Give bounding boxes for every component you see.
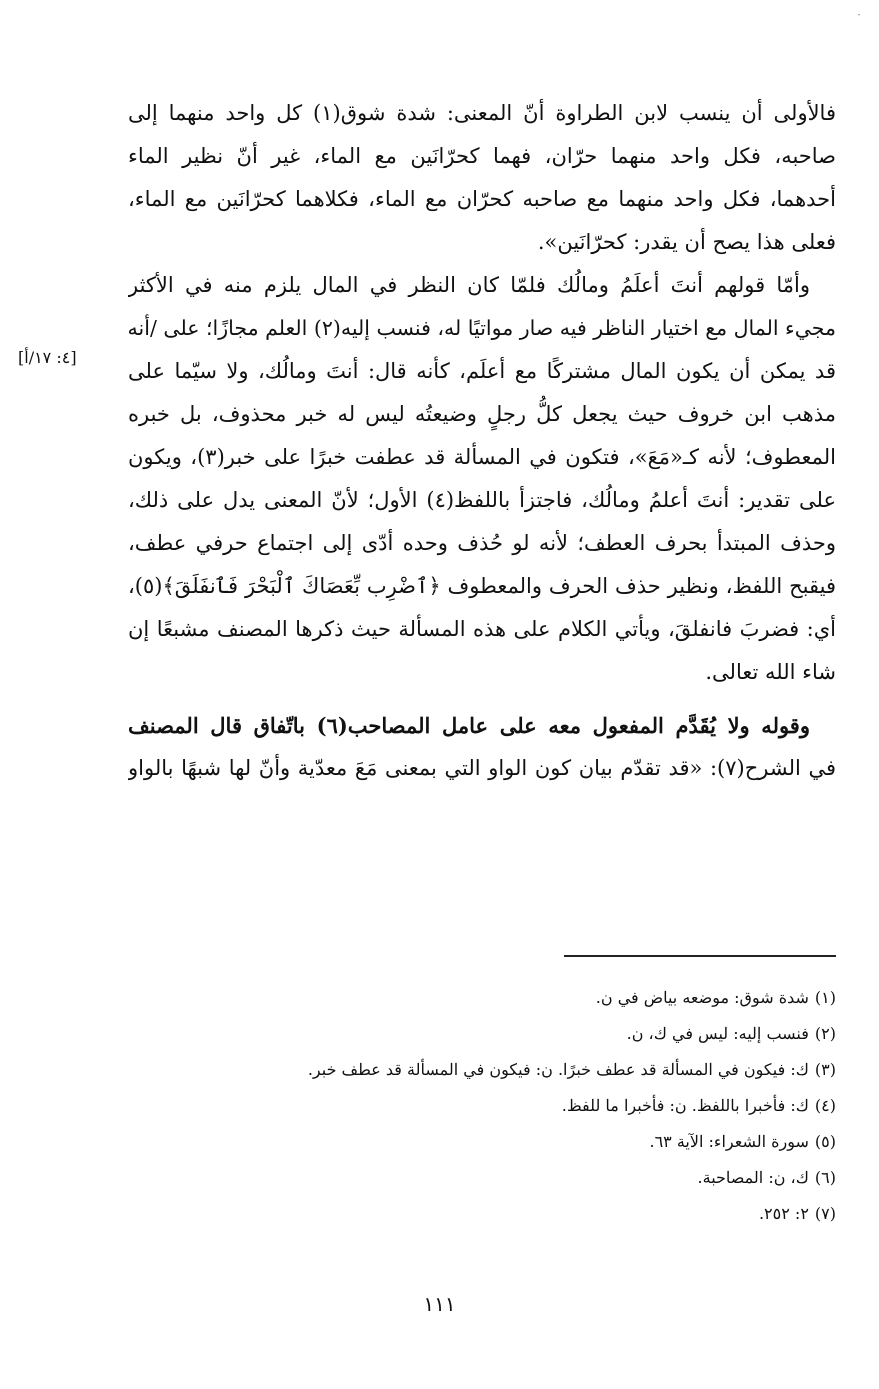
footnote-text: ٢: ٢٥٢.: [758, 1204, 809, 1223]
text-line: فيقبح اللفظ، ونظير حذف الحرف والمعطوف ﴿ٱضْرِب بِّعَصَاكَ ٱلْبَحْرَ فَٱنفَلَقَ﴾(٥)،: [128, 574, 836, 598]
footnote-text: فنسب إليه: ليس في ك، ن.: [626, 1024, 809, 1043]
footnote-text: ك، ن: المصاحبة.: [697, 1168, 809, 1187]
footnote-text: سورة الشعراء: الآية ٦٣.: [649, 1132, 809, 1151]
text-line: مجيء المال مع اختيار الناظر فيه صار مواتيًا له، فنسب إليه(٢) العلم مجازًا؛ على /أنه: [128, 316, 836, 340]
footnote: [140, 980, 836, 1016]
manuscript-folio-reference: [٤: ١٧/أ]: [18, 348, 77, 367]
page-number: ١١١: [423, 1292, 456, 1316]
text-line: فعلى هذا يصح أن يقدر: كحرّانَين».: [537, 230, 836, 254]
text-line: في الشرح(٧): «قد تقدّم بيان كون الواو التي بمعنى مَعَ معدّية وأنّ لها شبهًا بالواو: [128, 756, 836, 780]
text-line: وقوله ولا يُقَدَّم المفعول معه على عامل المصاحب(٦) باتّفاق قال المصنف: [128, 713, 810, 738]
text-line: على تقدير: أنتَ أعلمُ ومالُك، فاجتزأ باللفظ(٤) الأول؛ لأنّ المعنى يدل على ذلك،: [128, 488, 836, 512]
footnote-text: شدة شوق: موضعه بياض في ن.: [595, 988, 809, 1007]
footnote: [140, 1016, 836, 1052]
footnote: [140, 1160, 836, 1196]
text-line: وأمّا قولهم أنتَ أعلَمُ ومالُك فلمّا كان النظر في المال يلزم منه في الأكثر: [128, 273, 810, 297]
footnote-number: (٤): [814, 1096, 836, 1115]
corner-mark: ·: [857, 8, 861, 22]
footnote-number: (٧): [814, 1204, 836, 1223]
footnote: [140, 1088, 836, 1124]
main-text: [128, 92, 836, 790]
footnote-number: (١): [814, 988, 836, 1007]
footnote: [140, 1052, 836, 1088]
footnote: [140, 1196, 836, 1232]
text-line: المعطوف؛ لأنه كـ«مَعَ»، فتكون في المسألة قد عطفت خبرًا على خبر(٣)، ويكون: [128, 445, 836, 469]
footnote-text: ك: فأخبرا باللفظ. ن: فأخبرا ما للفظ.: [561, 1096, 809, 1115]
text-line: صاحبه، فكل واحد منهما حرّان، فهما كحرّانَين مع الماء، غير أنّ نظير الماء: [128, 144, 836, 168]
footnotes: [140, 980, 836, 1232]
text-line: أحدهما، فكل واحد منهما مع صاحبه كحرّان مع الماء، فكلاهما كحرّانَين مع الماء،: [128, 187, 836, 211]
text-line: شاء الله تعالى.: [705, 660, 836, 684]
text-line: وحذف المبتدأ بحرف العطف؛ لأنه لو حُذف وحده أدّى إلى اجتماع حرفي عطف،: [128, 531, 836, 555]
footnote-number: (٥): [814, 1132, 836, 1151]
footnote-text: ك: فيكون في المسألة قد عطف خبرًا. ن: فيكون في المسألة قد عطف خبر.: [307, 1060, 809, 1079]
footnote: [140, 1124, 836, 1160]
text-line: فالأولى أن ينسب لابن الطراوة أنّ المعنى: شدة شوق(١) كل واحد منهما إلى: [128, 101, 836, 125]
text-line: أي: فضربَ فانفلقَ، ويأتي الكلام على هذه المسألة حيث ذكرها المصنف مشبعًا إن: [128, 617, 836, 641]
footnote-number: (٣): [814, 1060, 836, 1079]
text-line: قد يمكن أن يكون المال مشتركًا مع أعلَم، كأنه قال: أنتَ ومالُك، ولا سيّما على: [128, 359, 836, 383]
footnote-number: (٢): [814, 1024, 836, 1043]
footnote-number: (٦): [814, 1168, 836, 1187]
text-line: مذهب ابن خروف حيث يجعل كلُّ رجلٍ وضيعتُه ليس له خبر محذوف، بل خبره: [128, 402, 836, 426]
footnote-separator: [564, 955, 836, 957]
